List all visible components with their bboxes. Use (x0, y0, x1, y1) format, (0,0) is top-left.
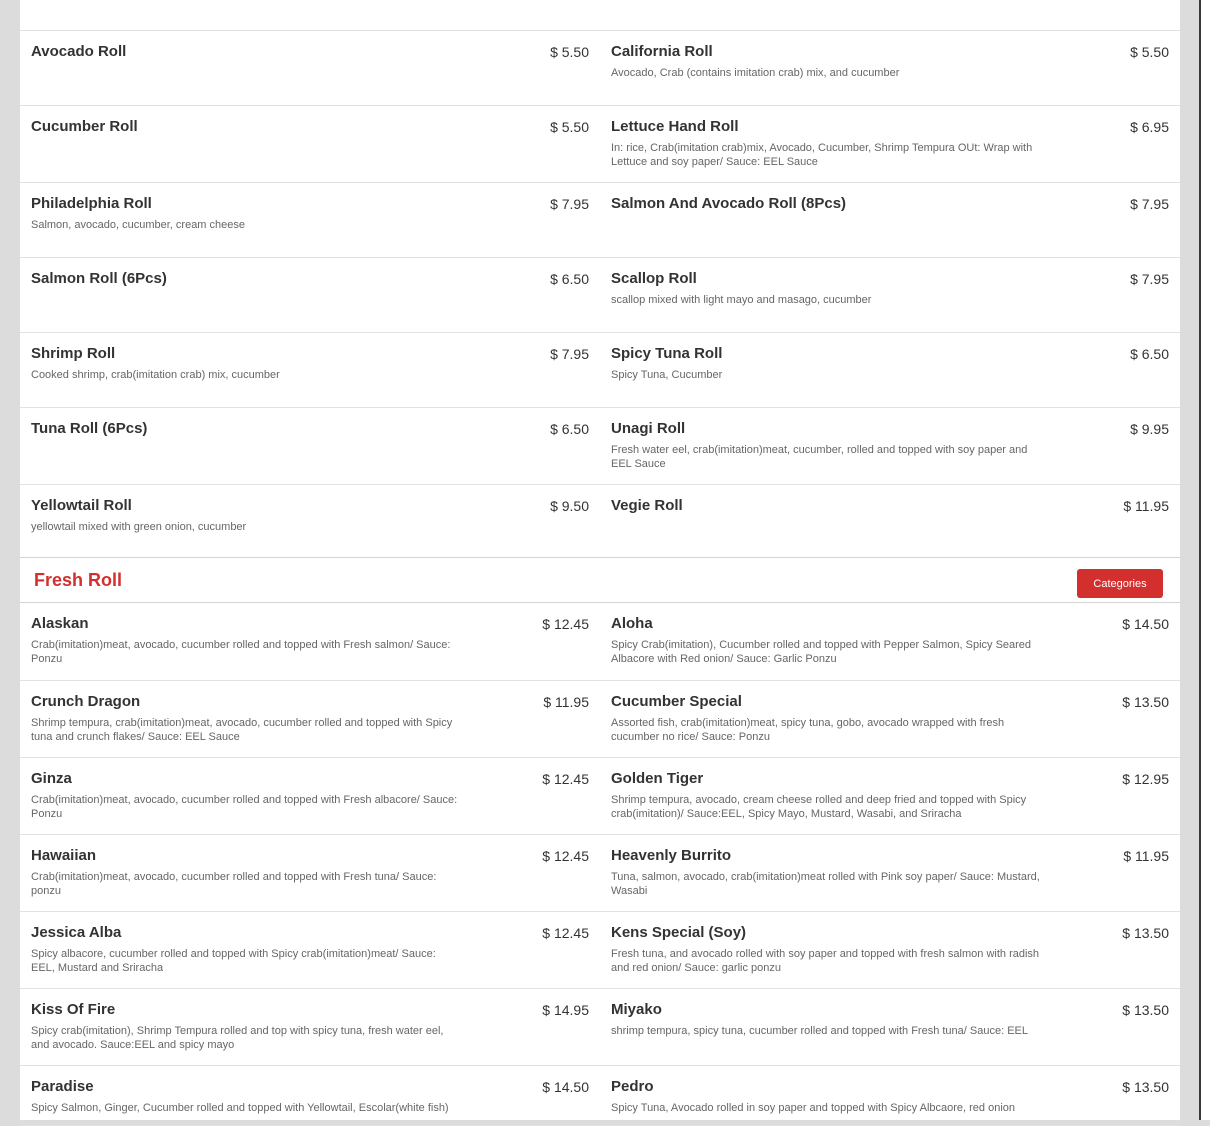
item-name: Ginza (31, 770, 72, 787)
menu-item[interactable] (600, 603, 1180, 680)
item-price: $ 6.95 (1130, 119, 1169, 135)
item-name: Tuna Roll (6Pcs) (31, 420, 148, 437)
menu-item[interactable] (600, 333, 1180, 407)
menu-item[interactable] (20, 681, 600, 757)
item-price: $ 5.50 (550, 119, 589, 135)
menu-item[interactable] (20, 408, 600, 484)
item-price: $ 12.45 (542, 771, 589, 787)
menu-item[interactable] (20, 758, 600, 834)
item-description: Fresh water eel, crab(imitation)meat, cucumber, rolled and topped with soy paper and EEL Sauce (611, 444, 1028, 470)
menu-item[interactable] (20, 835, 600, 911)
item-name: Crunch Dragon (31, 693, 141, 710)
item-name: Jessica Alba (31, 924, 122, 941)
item-name: Aloha (611, 615, 653, 632)
item-price: $ 13.50 (1122, 925, 1169, 941)
top-band (20, 0, 1180, 31)
item-description: shrimp tempura, spicy tuna, cucumber rolled and topped with Fresh tuna/ Sauce: EEL (611, 1025, 1028, 1037)
menu-row (20, 758, 1180, 835)
menu-item[interactable] (600, 758, 1180, 834)
menu-row (20, 1066, 1180, 1126)
item-description: Spicy Tuna, Cucumber (611, 369, 723, 381)
menu-item[interactable] (600, 912, 1180, 988)
fresh-roll-header (20, 557, 1180, 603)
item-price: $ 12.45 (542, 925, 589, 941)
menu-item[interactable] (600, 408, 1180, 484)
menu-row (20, 333, 1180, 408)
categories-button[interactable]: Categories (1077, 569, 1163, 598)
item-name: Unagi Roll (611, 420, 686, 437)
menu-item[interactable] (20, 603, 600, 680)
item-name: Cucumber Roll (31, 118, 138, 135)
item-description: Tuna, salmon, avocado, crab(imitation)meat rolled with Pink soy paper/ Sauce: Mustard, Wasabi (611, 871, 1040, 897)
menu-panel (20, 0, 1180, 1120)
item-name: Philadelphia Roll (31, 195, 152, 212)
item-description: scallop mixed with light mayo and masago, cucumber (611, 294, 872, 306)
item-price: $ 12.45 (542, 848, 589, 864)
menu-row (20, 408, 1180, 485)
menu-item[interactable] (20, 1066, 600, 1125)
menu-row (20, 183, 1180, 258)
item-price: $ 5.50 (550, 44, 589, 60)
item-name: Alaskan (31, 615, 89, 632)
item-name: Cucumber Special (611, 693, 742, 710)
menu-item[interactable] (600, 106, 1180, 182)
item-price: $ 6.50 (550, 421, 589, 437)
item-name: Lettuce Hand Roll (611, 118, 739, 135)
item-price: $ 11.95 (1123, 848, 1169, 864)
item-price: $ 12.95 (1122, 771, 1169, 787)
menu-row (20, 835, 1180, 912)
menu-row (20, 106, 1180, 183)
menu-item[interactable] (20, 258, 600, 332)
item-price: $ 11.95 (543, 694, 589, 710)
scrollbar-gap (1201, 0, 1210, 1120)
item-name: Shrimp Roll (31, 345, 116, 362)
item-price: $ 14.95 (542, 1002, 589, 1018)
item-price: $ 7.95 (1130, 271, 1169, 287)
item-description: Crab(imitation)meat, avocado, cucumber rolled and topped with Fresh salmon/ Sauce: Ponzu (31, 639, 451, 665)
item-name: Kens Special (Soy) (611, 924, 747, 941)
menu-item[interactable] (20, 989, 600, 1065)
item-description: Spicy Crab(imitation), Cucumber rolled and topped with Pepper Salmon, Spicy Seared Albacore with Red onion/ Sauce: Garlic Ponzu (611, 639, 1032, 665)
menu-item[interactable] (20, 485, 600, 557)
item-description: Spicy Tuna, Avocado rolled in soy paper and topped with Spicy Albcaore, red onion (611, 1102, 1016, 1114)
item-name: Hawaiian (31, 847, 97, 864)
item-name: Heavenly Burrito (611, 847, 732, 864)
item-name: California Roll (611, 43, 713, 60)
item-price: $ 11.95 (1123, 498, 1169, 514)
menu-row (20, 681, 1180, 758)
item-description: Spicy crab(imitation), Shrimp Tempura rolled and top with spicy tuna, fresh water eel, and avocado. Sauce:EEL and spicy mayo (31, 1025, 444, 1051)
item-name: Kiss Of Fire (31, 1001, 116, 1018)
item-price: $ 7.95 (550, 196, 589, 212)
item-name: Scallop Roll (611, 270, 697, 287)
item-name: Golden Tiger (611, 770, 704, 787)
menu-item[interactable] (600, 258, 1180, 332)
item-price: $ 6.50 (1130, 346, 1169, 362)
item-description: In: rice, Crab(imitation crab)mix, Avocado, Cucumber, Shrimp Tempura OUt: Wrap with Lettuce and soy paper/ Sauce: EEL Sauce (611, 142, 1033, 168)
menu-row (20, 989, 1180, 1066)
item-name: Salmon And Avocado Roll (8Pcs) (611, 195, 847, 212)
menu-row (20, 603, 1180, 681)
menu-item[interactable] (20, 183, 600, 257)
menu-item[interactable] (600, 989, 1180, 1065)
item-name: Miyako (611, 1001, 662, 1018)
item-price: $ 13.50 (1122, 694, 1169, 710)
menu-row (20, 31, 1180, 106)
item-description: Spicy albacore, cucumber rolled and topped with Spicy crab(imitation)meat/ Sauce: EEL, Mustard and Sriracha (31, 948, 436, 974)
menu-item[interactable] (600, 681, 1180, 757)
fresh-roll-grid (20, 603, 1180, 1126)
item-price: $ 14.50 (1122, 616, 1169, 632)
item-name: Paradise (31, 1078, 94, 1095)
item-price: $ 7.95 (550, 346, 589, 362)
menu-item[interactable] (600, 835, 1180, 911)
item-description: Spicy Salmon, Ginger, Cucumber rolled and topped with Yellowtail, Escolar(white fish) (31, 1102, 449, 1114)
menu-item[interactable] (600, 31, 1180, 105)
item-description: Crab(imitation)meat, avocado, cucumber rolled and topped with Fresh tuna/ Sauce: ponzu (31, 871, 437, 897)
item-price: $ 12.45 (542, 616, 589, 632)
menu-row (20, 485, 1180, 558)
item-description: Cooked shrimp, crab(imitation crab) mix, cucumber (31, 369, 280, 381)
item-price: $ 9.95 (1130, 421, 1169, 437)
item-description: yellowtail mixed with green onion, cucumber (31, 521, 247, 533)
item-description: Salmon, avocado, cucumber, cream cheese (31, 219, 246, 231)
item-price: $ 9.50 (550, 498, 589, 514)
menu-item[interactable] (600, 485, 1180, 557)
item-description: Shrimp tempura, avocado, cream cheese rolled and deep fried and topped with Spicy crab(imitation)/ Sauce:EEL, Spicy Mayo, Mustard, Wasabi, and Sriracha (611, 794, 1027, 820)
item-name: Pedro (611, 1078, 654, 1095)
item-name: Yellowtail Roll (31, 497, 132, 514)
item-description: Shrimp tempura, crab(imitation)meat, avocado, cucumber rolled and topped with Spicy tuna and crunch flakes/ Sauce: EEL Sauce (31, 717, 453, 743)
item-name: Avocado Roll (31, 43, 127, 60)
menu-item[interactable] (20, 106, 600, 182)
menu-item[interactable] (600, 183, 1180, 257)
section-title: Fresh Roll (34, 570, 123, 590)
rolls-grid (20, 31, 1180, 558)
item-description: Assorted fish, crab(imitation)meat, spicy tuna, gobo, avocado wrapped with fresh cucumber no rice/ Sauce: Ponzu (611, 717, 1005, 743)
item-description: Avocado, Crab (contains imitation crab) mix, and cucumber (611, 67, 900, 79)
item-price: $ 5.50 (1130, 44, 1169, 60)
menu-item[interactable] (600, 1066, 1180, 1125)
item-price: $ 6.50 (550, 271, 589, 287)
item-description: Fresh tuna, and avocado rolled with soy paper and topped with fresh salmon with radish and red onion/ Sauce: garlic ponzu (611, 948, 1040, 974)
item-name: Spicy Tuna Roll (611, 345, 723, 362)
item-name: Vegie Roll (611, 497, 683, 514)
item-price: $ 13.50 (1122, 1002, 1169, 1018)
item-price: $ 7.95 (1130, 196, 1169, 212)
item-description: Crab(imitation)meat, avocado, cucumber rolled and topped with Fresh albacore/ Sauce: Ponzu (31, 794, 458, 820)
menu-item[interactable] (20, 31, 600, 105)
item-price: $ 14.50 (542, 1079, 589, 1095)
item-name: Salmon Roll (6Pcs) (31, 270, 167, 287)
menu-row (20, 258, 1180, 333)
menu-item[interactable] (20, 333, 600, 407)
item-price: $ 13.50 (1122, 1079, 1169, 1095)
menu-row (20, 912, 1180, 989)
menu-item[interactable] (20, 912, 600, 988)
